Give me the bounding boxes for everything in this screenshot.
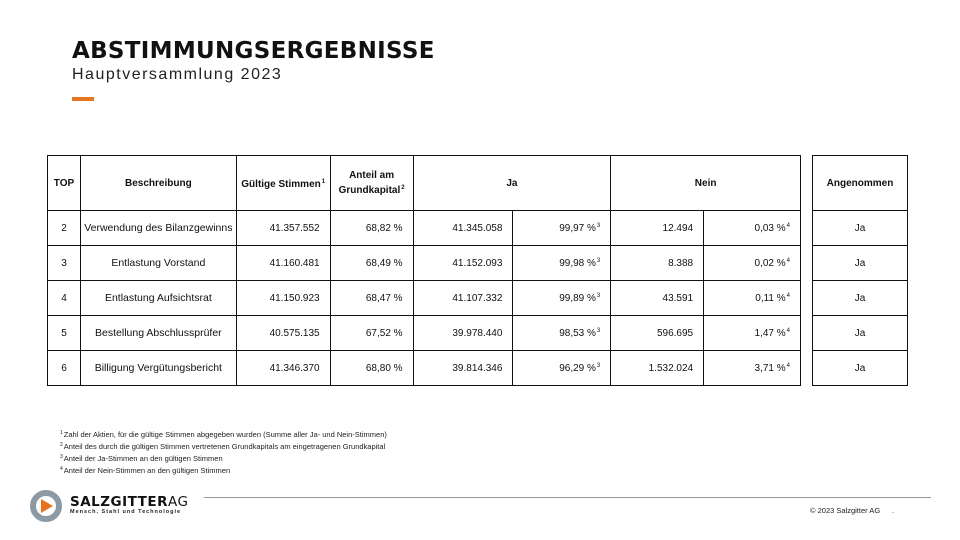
cell-nein-stimmen: 1.532.024 xyxy=(611,351,704,386)
cell-nein-stimmen: 12.494 xyxy=(611,211,704,246)
cell-gueltige-stimmen: 40.575.135 xyxy=(236,316,330,351)
cell-top: 4 xyxy=(48,281,81,316)
cell-ja-stimmen: 41.152.093 xyxy=(413,246,513,281)
cell-beschreibung: Bestellung Abschlussprüfer xyxy=(80,316,236,351)
cell-gueltige-stimmen: 41.150.923 xyxy=(236,281,330,316)
cell-beschreibung: Verwendung des Bilanzgewinns xyxy=(80,211,236,246)
cell-top: 3 xyxy=(48,246,81,281)
header-nein: Nein xyxy=(611,156,801,211)
cell-top: 6 xyxy=(48,351,81,386)
cell-anteil: 68,47 % xyxy=(330,281,413,316)
cell-anteil: 68,82 % xyxy=(330,211,413,246)
cell-angenommen: Ja xyxy=(813,281,908,316)
table-header-row xyxy=(813,156,908,211)
voting-results-table xyxy=(47,155,801,386)
table-row xyxy=(48,351,801,386)
cell-nein-prozent: 1,47 %$^4$ xyxy=(704,316,801,351)
copyright-text: © 2023 Salzgitter AG xyxy=(810,506,881,515)
cell-angenommen: Ja xyxy=(813,246,908,281)
cell-gueltige-stimmen: 41.357.552 xyxy=(236,211,330,246)
cell-top: 2 xyxy=(48,211,81,246)
cell-ja-prozent: 99,89 %$^3$ xyxy=(513,281,611,316)
header-gueltige-stimmen: Gültige Stimmen$^1$ xyxy=(236,156,330,211)
cell-ja-stimmen: 39.978.440 xyxy=(413,316,513,351)
cell-ja-prozent: 96,29 %$^3$ xyxy=(513,351,611,386)
cell-nein-prozent: 3,71 %$^4$ xyxy=(704,351,801,386)
cell-ja-stimmen: 39.814.346 xyxy=(413,351,513,386)
cell-nein-stimmen: 596.695 xyxy=(611,316,704,351)
footer-divider xyxy=(204,497,931,498)
cell-angenommen: Ja xyxy=(813,316,908,351)
table-row xyxy=(813,316,908,351)
footnote: $^1$Zahl der Aktien, für die gültige Stimmen abgegeben wurden (Summe aller Ja- und Nein-Stimmen) xyxy=(60,430,387,439)
footnote: $^2$Anteil des durch die gültigen Stimmen vertretenen Grundkapitals am eingetragenen Grundkapital xyxy=(60,442,386,451)
cell-ja-prozent: 98,53 %$^3$ xyxy=(513,316,611,351)
cell-gueltige-stimmen: 41.346.370 xyxy=(236,351,330,386)
cell-nein-prozent: 0,11 %$^4$ xyxy=(704,281,801,316)
header-beschreibung: Beschreibung xyxy=(80,156,236,211)
page-subtitle: Hauptversammlung 2023 xyxy=(72,66,283,83)
table-row xyxy=(48,246,801,281)
cell-anteil: 67,52 % xyxy=(330,316,413,351)
cell-top: 5 xyxy=(48,316,81,351)
accent-bar xyxy=(72,97,94,101)
cell-beschreibung: Entlastung Aufsichtsrat xyxy=(80,281,236,316)
header-ja: Ja xyxy=(413,156,611,211)
footnotes xyxy=(59,428,387,476)
cell-nein-stimmen: 43.591 xyxy=(611,281,704,316)
salzgitter-logo-icon xyxy=(29,489,63,523)
header-anteil-grundkapital: Anteil am Grundkapital$^2$ xyxy=(330,156,413,211)
brand-name: SALZGITTERAG xyxy=(70,494,189,510)
cell-gueltige-stimmen: 41.160.481 xyxy=(236,246,330,281)
table-header-row xyxy=(48,156,801,211)
cell-anteil: 68,49 % xyxy=(330,246,413,281)
footnote: $^3$Anteil der Ja-Stimmen an den gültigen Stimmen xyxy=(60,454,223,463)
accepted-table xyxy=(812,155,908,386)
cell-ja-prozent: 99,98 %$^3$ xyxy=(513,246,611,281)
table-row xyxy=(813,351,908,386)
cell-angenommen: Ja xyxy=(813,351,908,386)
header-top: TOP xyxy=(48,156,81,211)
brand-tagline: Mensch, Stahl und Technologie xyxy=(70,509,182,515)
table-row xyxy=(813,246,908,281)
cell-nein-stimmen: 8.388 xyxy=(611,246,704,281)
cell-ja-stimmen: 41.345.058 xyxy=(413,211,513,246)
cell-anteil: 68,80 % xyxy=(330,351,413,386)
page-number: . xyxy=(892,506,895,515)
cell-nein-prozent: 0,03 %$^4$ xyxy=(704,211,801,246)
cell-beschreibung: Billigung Vergütungsbericht xyxy=(80,351,236,386)
table-row xyxy=(813,211,908,246)
cell-beschreibung: Entlastung Vorstand xyxy=(80,246,236,281)
cell-angenommen: Ja xyxy=(813,211,908,246)
table-row xyxy=(48,211,801,246)
header-angenommen: Angenommen xyxy=(813,156,908,211)
footnote: $^4$Anteil der Nein-Stimmen an den gültigen Stimmen xyxy=(60,466,231,475)
table-row xyxy=(48,281,801,316)
table-row xyxy=(813,281,908,316)
cell-nein-prozent: 0,02 %$^4$ xyxy=(704,246,801,281)
table-row xyxy=(48,316,801,351)
cell-ja-stimmen: 41.107.332 xyxy=(413,281,513,316)
page-title: ABSTIMMUNGSERGEBNISSE xyxy=(72,38,435,64)
cell-ja-prozent: 99,97 %$^3$ xyxy=(513,211,611,246)
